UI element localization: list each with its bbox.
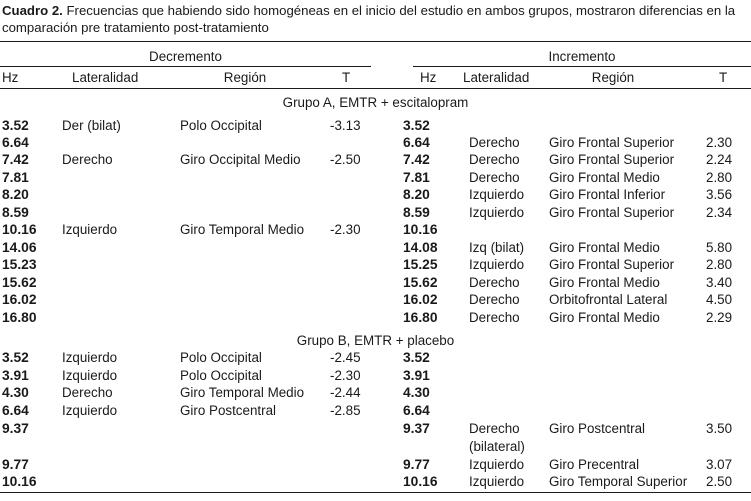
lateralidad-incremento: Derecho	[469, 135, 520, 150]
hz-decremento: 15.23	[2, 257, 37, 272]
t-incremento: 2.80	[706, 170, 733, 185]
region-decremento: Giro Occipital Medio	[180, 152, 301, 167]
region-incremento: Giro Frontal Medio	[549, 310, 660, 325]
col-header-t: T	[342, 70, 351, 85]
lateralidad-incremento: Derecho	[469, 421, 520, 436]
lateralidad-decremento: Izquierdo	[62, 350, 118, 365]
hz-decremento: 10.16	[2, 474, 37, 489]
t-incremento: 3.40	[706, 275, 733, 290]
hz-incremento: 9.77	[403, 457, 430, 472]
region-decremento: Giro Temporal Medio	[180, 385, 305, 400]
hz-incremento: 10.16	[403, 222, 438, 237]
lateralidad-incremento: Derecho	[469, 292, 520, 307]
top-rule	[0, 41, 751, 42]
hz-decremento: 3.52	[2, 350, 29, 365]
region-incremento: Giro Temporal Superior	[549, 474, 688, 489]
hz-decremento: 7.42	[2, 152, 29, 167]
region-decremento: Polo Occipital	[180, 350, 262, 365]
hz-decremento: 8.20	[2, 187, 29, 202]
hz-decremento: 4.30	[2, 385, 29, 400]
hz-incremento: 3.52	[403, 350, 430, 365]
hz-incremento: 6.64	[403, 403, 430, 418]
lateralidad-incremento: Derecho	[469, 275, 520, 290]
hz-incremento: 15.62	[403, 275, 438, 290]
lateralidad-decremento: Derecho	[62, 385, 113, 400]
t-incremento: 4.50	[706, 292, 733, 307]
col-header-lateralidad: Lateralidad	[72, 70, 139, 85]
hz-decremento: 8.59	[2, 205, 29, 220]
t-incremento: 3.07	[706, 457, 733, 472]
t-decremento: -3.13	[330, 118, 361, 133]
region-incremento: Giro Frontal Medio	[549, 275, 660, 290]
hz-incremento: 8.59	[403, 205, 430, 220]
region-decremento: Giro Postcentral	[180, 403, 277, 418]
lateralidad-incremento: Izquierdo	[469, 474, 525, 489]
region-incremento: Giro Frontal Inferior	[549, 187, 666, 202]
hz-decremento: 6.64	[2, 403, 29, 418]
hz-incremento: 16.02	[403, 292, 438, 307]
hz-decremento: 16.80	[2, 310, 37, 325]
t-incremento: 2.50	[706, 474, 733, 489]
col-header-hz-2: Hz	[420, 70, 437, 85]
caption-text: Frecuencias que habiendo sido homogéneas en el inicio del estudio en ambos grupos, mostraron diferencias en la comparación pre tratamiento post-tratamiento	[2, 3, 736, 35]
region-decremento: Polo Occipital	[180, 118, 262, 133]
group-title: Grupo A, EMTR + escitalopram	[282, 95, 469, 110]
t-decremento: -2.30	[330, 222, 361, 237]
t-incremento: 2.30	[706, 135, 733, 150]
col-header-region-2: Región	[591, 70, 635, 85]
t-decremento: -2.50	[330, 152, 361, 167]
bottom-rule	[0, 492, 751, 493]
decremento-underline	[0, 66, 371, 67]
lateralidad-decremento: Izquierdo	[62, 368, 118, 383]
lateralidad-decremento: Izquierdo	[62, 403, 118, 418]
hz-decremento: 9.37	[2, 421, 29, 436]
t-incremento: 2.80	[706, 257, 733, 272]
region-incremento: Giro Frontal Superior	[549, 257, 675, 272]
t-incremento: 2.24	[706, 152, 733, 167]
lateralidad-decremento: Derecho	[62, 152, 113, 167]
lateralidad-incremento: Derecho	[469, 310, 520, 325]
decremento-header: Decremento	[149, 49, 222, 64]
incremento-underline	[413, 66, 751, 67]
hz-incremento: 14.08	[403, 240, 438, 255]
incremento-header: Incremento	[548, 49, 616, 64]
lateralidad-incremento: Izquierdo	[469, 457, 525, 472]
hz-incremento: 3.52	[403, 118, 430, 133]
region-incremento: Giro Frontal Superior	[549, 205, 675, 220]
hz-incremento: 3.91	[403, 368, 430, 383]
hz-incremento: 8.20	[403, 187, 430, 202]
col-header-t-2: T	[719, 70, 728, 85]
lateralidad-incremento: Izq (bilat)	[469, 240, 525, 255]
region-decremento: Polo Occipital	[180, 368, 262, 383]
lateralidad-incremento: Izquierdo	[469, 187, 525, 202]
lateralidad-decremento: Izquierdo	[62, 222, 118, 237]
t-incremento: 2.29	[706, 310, 733, 325]
lateralidad-incremento: Izquierdo	[469, 257, 525, 272]
hz-decremento: 15.62	[2, 275, 37, 290]
group-title: Grupo B, EMTR + placebo	[296, 333, 455, 348]
region-incremento: Orbitofrontal Lateral	[549, 292, 668, 307]
t-incremento: 3.56	[706, 187, 733, 202]
hz-decremento: 9.77	[2, 457, 29, 472]
hz-incremento: 9.37	[403, 421, 430, 436]
hz-decremento: 7.81	[2, 170, 29, 185]
region-incremento: Giro Precentral	[549, 457, 640, 472]
region-incremento: Giro Frontal Medio	[549, 170, 660, 185]
hz-incremento: 16.80	[403, 310, 438, 325]
t-decremento: -2.30	[330, 368, 361, 383]
region-decremento: Giro Temporal Medio	[180, 222, 305, 237]
hz-incremento: 15.25	[403, 257, 438, 272]
t-incremento: 2.34	[706, 205, 733, 220]
region-incremento: Giro Postcentral	[549, 421, 646, 436]
col-header-region: Región	[223, 70, 267, 85]
hz-incremento: 7.81	[403, 170, 430, 185]
region-incremento: Giro Frontal Superior	[549, 135, 675, 150]
hz-decremento: 16.02	[2, 292, 37, 307]
header-rule	[0, 88, 751, 89]
hz-incremento: 7.42	[403, 152, 430, 167]
col-header-hz: Hz	[2, 70, 19, 85]
table-caption	[2, 2, 750, 36]
t-incremento: 3.50	[706, 421, 733, 436]
t-incremento: 5.80	[706, 240, 733, 255]
t-decremento: -2.44	[330, 385, 361, 400]
lateralidad-incremento: Derecho	[469, 152, 520, 167]
hz-incremento: 6.64	[403, 135, 430, 150]
hz-decremento: 3.52	[2, 118, 29, 133]
region-incremento: Giro Frontal Superior	[549, 152, 675, 167]
lateralidad-incremento: Izquierdo	[469, 205, 525, 220]
hz-decremento: 6.64	[2, 135, 29, 150]
caption-label: Cuadro 2.	[2, 3, 63, 18]
hz-incremento: 4.30	[403, 385, 430, 400]
t-decremento: -2.85	[330, 403, 361, 418]
lateralidad-decremento: Der (bilat)	[62, 118, 121, 133]
hz-incremento: 10.16	[403, 474, 438, 489]
t-decremento: -2.45	[330, 350, 361, 365]
hz-decremento: 14.06	[2, 240, 37, 255]
lateralidad-incremento: Derecho	[469, 170, 520, 185]
col-header-lateralidad-2: Lateralidad	[463, 70, 530, 85]
lateralidad-incremento-cont: (bilateral)	[469, 439, 525, 454]
hz-decremento: 3.91	[2, 368, 29, 383]
region-incremento: Giro Frontal Medio	[549, 240, 660, 255]
hz-decremento: 10.16	[2, 222, 37, 237]
